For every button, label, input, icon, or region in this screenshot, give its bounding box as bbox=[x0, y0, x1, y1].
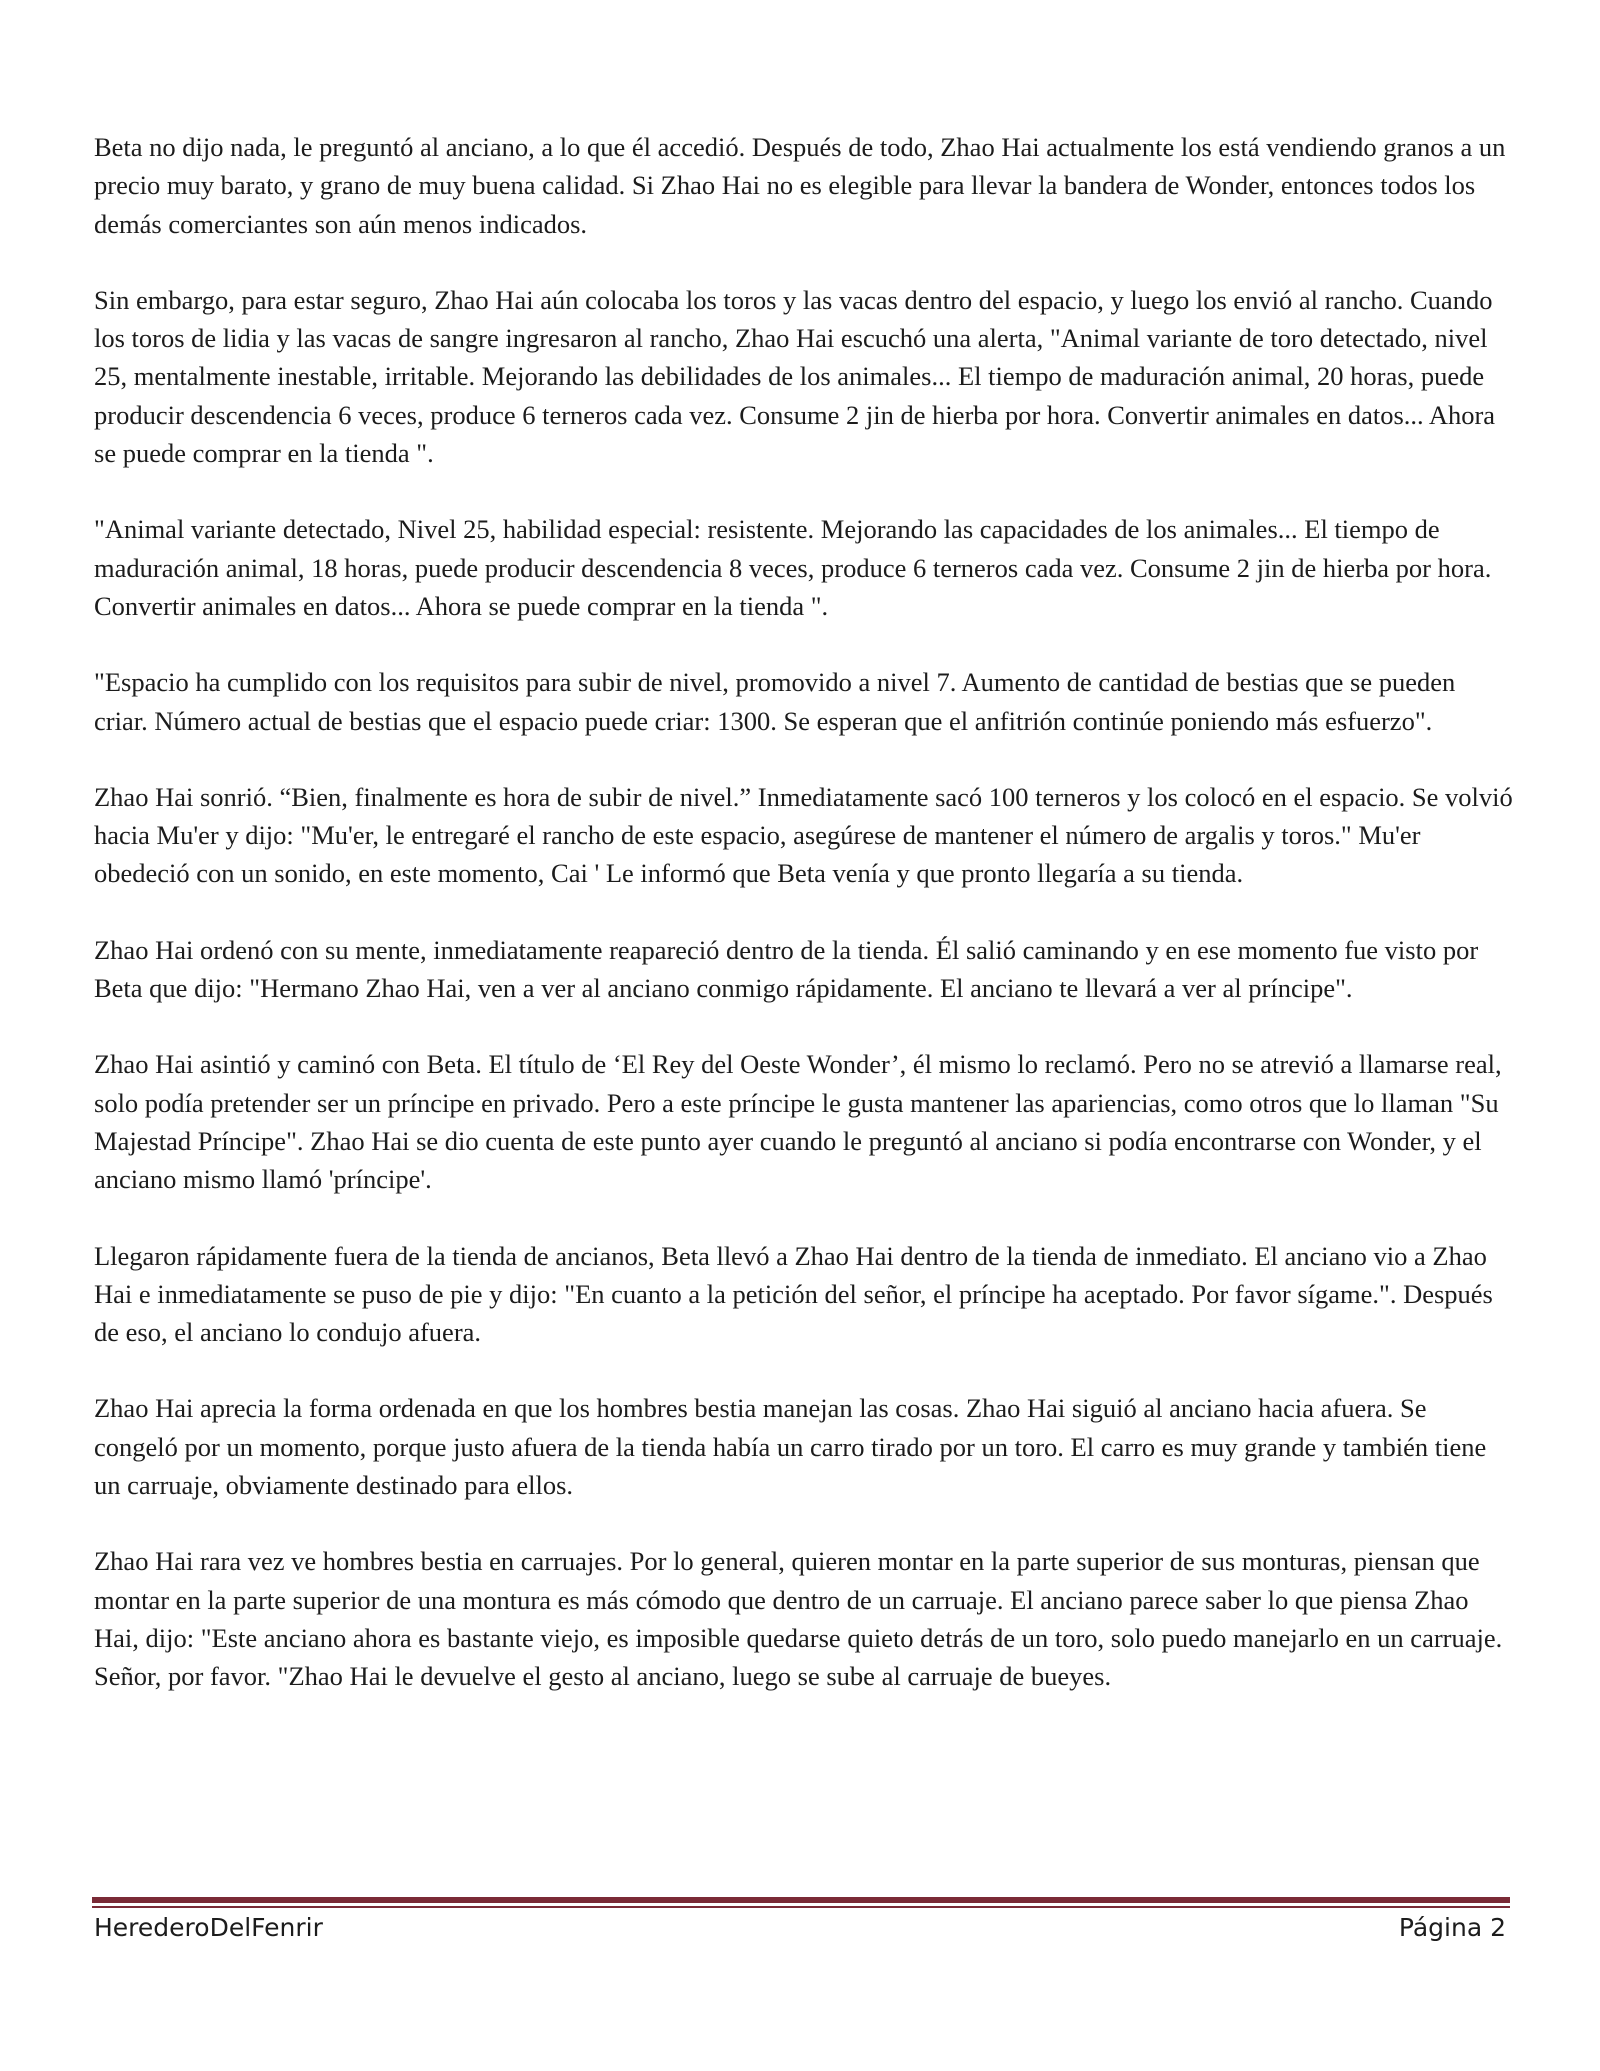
paragraph: Zhao Hai sonrió. “Bien, finalmente es hora de subir de nivel.” Inmediatamente sacó 100 terneros y los colocó en el espacio. Se volvió hacia Mu'er y dijo: "Mu'er, le entregaré el rancho de este espacio, asegúrese de mantener el número de argalis y toros." Mu'er obedeció con un sonido, en este momento, Cai ' Le informó que Beta venía y que pronto llegaría a su tienda. bbox=[94, 781, 1513, 889]
footer-divider-thick bbox=[92, 1897, 1510, 1903]
body-text bbox=[94, 128, 1514, 1734]
paragraph: Zhao Hai aprecia la forma ordenada en que los hombres bestia manejan las cosas. Zhao Hai siguió al anciano hacia afuera. Se congeló por un momento, porque justo afuera de la tienda había un carro tirado por un toro. El carro es muy grande y también tiene un carruaje, obviamente destinado para ellos. bbox=[94, 1393, 1487, 1501]
paragraph: Llegaron rápidamente fuera de la tienda de ancianos, Beta llevó a Zhao Hai dentro de la tienda de inmediato. El anciano vio a Zhao Hai e inmediatamente se puso de pie y dijo: "En cuanto a la petición del señor, el príncipe ha aceptado. Por favor sígame.". Después de eso, el anciano lo condujo afuera. bbox=[94, 1240, 1493, 1348]
paragraph: Zhao Hai asintió y caminó con Beta. El título de ‘El Rey del Oeste Wonder’, él mismo lo reclamó. Pero no se atrevió a llamarse real, solo podía pretender ser un príncipe en privado. Pero a este príncipe le gusta mantener las apariencias, como otros que lo llaman "Su Majestad Príncipe". Zhao Hai se dio cuenta de este punto ayer cuando le preguntó al anciano si podía encontrarse con Wonder, y el anciano mismo llamó 'príncipe'. bbox=[94, 1049, 1502, 1195]
paragraph: Sin embargo, para estar seguro, Zhao Hai aún colocaba los toros y las vacas dentro del espacio, y luego los envió al rancho. Cuando los toros de lidia y las vacas de sangre ingresaron al rancho, Zhao Hai escuchó una alerta, "Animal variante de toro detectado, nivel 25, mentalmente inestable, irritable. Mejorando las debilidades de los animales... El tiempo de maduración animal, 20 horas, puede producir descendencia 6 veces, produce 6 terneros cada vez. Consume 2 jin de hierba por hora. Convertir animales en datos... Ahora se puede comprar en la tienda ". bbox=[94, 284, 1496, 469]
paragraph: Beta no dijo nada, le preguntó al anciano, a lo que él accedió. Después de todo, Zhao Hai actualmente los está vendiendo granos a un precio muy barato, y grano de muy buena calidad. Si Zhao Hai no es elegible para llevar la bandera de Wonder, entonces todos los demás comerciantes son aún menos indicados. bbox=[94, 132, 1506, 239]
paragraph: "Animal variante detectado, Nivel 25, habilidad especial: resistente. Mejorando las capacidades de los animales... El tiempo de maduración animal, 18 horas, puede producir descendencia 8 veces, produce 6 terneros cada vez. Consume 2 jin de hierba por hora. Convertir animales en datos... Ahora se puede comprar en la tienda ". bbox=[94, 514, 1492, 621]
footer-divider-thin bbox=[92, 1906, 1510, 1908]
footer-author: HerederoDelFenrir bbox=[94, 1913, 323, 1942]
paragraph: Zhao Hai ordenó con su mente, inmediatamente reapareció dentro de la tienda. Él salió caminando y en ese momento fue visto por Beta que dijo: "Hermano Zhao Hai, ven a ver al anciano conmigo rápidamente. El anciano te llevará a ver al príncipe". bbox=[94, 934, 1479, 1004]
footer-page-number: Página 2 bbox=[1398, 1913, 1506, 1942]
paragraph: Zhao Hai rara vez ve hombres bestia en carruajes. Por lo general, quieren montar en la parte superior de sus monturas, piensan que montar en la parte superior de una montura es más cómodo que dentro de un carruaje. El anciano parece saber lo que piensa Zhao Hai, dijo: "Este anciano ahora es bastante viejo, es imposible quedarse quieto detrás de un toro, solo puedo manejarlo en un carruaje. Señor, por favor. "Zhao Hai le devuelve el gesto al anciano, luego se sube al carruaje de bueyes. bbox=[94, 1546, 1503, 1692]
paragraph: "Espacio ha cumplido con los requisitos para subir de nivel, promovido a nivel 7. Aumento de cantidad de bestias que se pueden criar. Número actual de bestias que el espacio puede criar: 1300. Se esperan que el anfitrión continúe poniendo más esfuerzo". bbox=[94, 667, 1456, 736]
